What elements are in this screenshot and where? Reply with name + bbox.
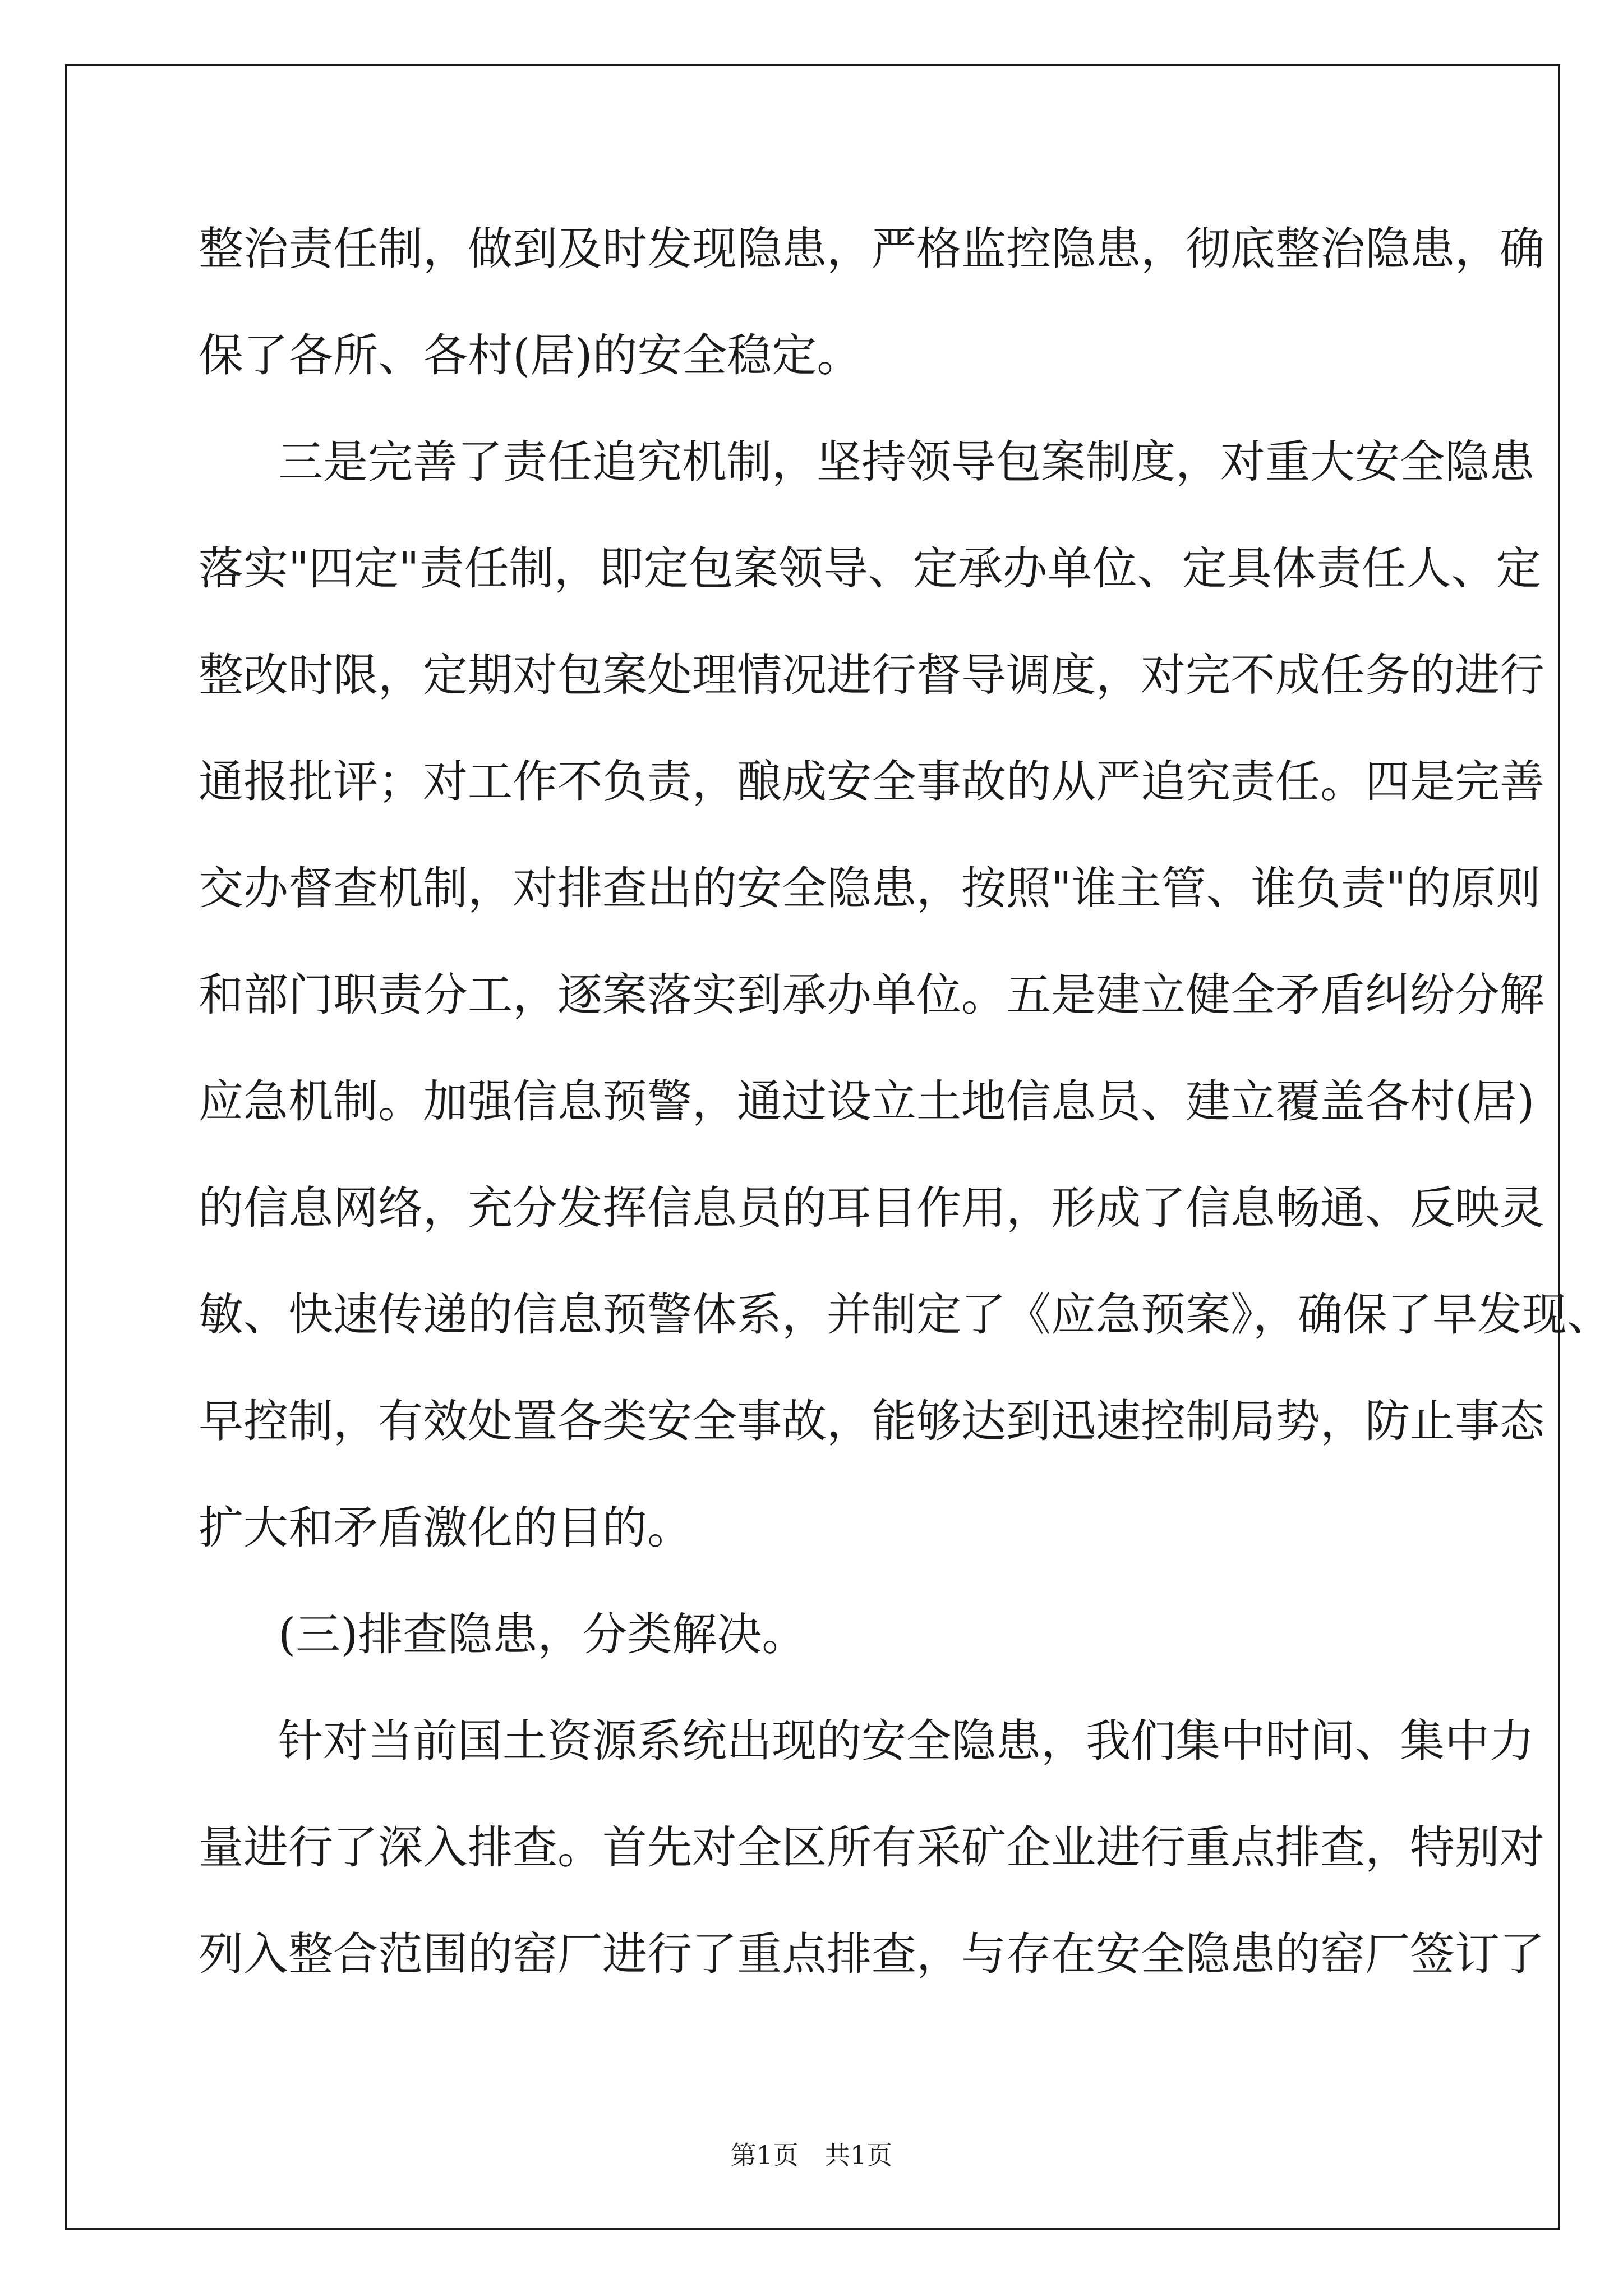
text-line: 交办督查机制，对排查出的安全隐患，按照"谁主管、谁负责"的原则 bbox=[199, 862, 1541, 914]
text-line: 针对当前国土资源系统出现的安全隐患，我们集中时间、集中力 bbox=[278, 1715, 1534, 1767]
text-line: 敏、快速传递的信息预警体系，并制定了《应急预案》，确保了早发现、 bbox=[199, 1289, 1612, 1341]
text-line: 通报批评；对工作不负责，酿成安全事故的从严追究责任。四是完善 bbox=[199, 756, 1544, 808]
text-line: 列入整合范围的窑厂进行了重点排查，与存在安全隐患的窑厂签订了 bbox=[199, 1928, 1544, 1980]
text-line: 的信息网络，充分发挥信息员的耳目作用，形成了信息畅通、反映灵 bbox=[199, 1182, 1544, 1234]
text-line: 量进行了深入排查。首先对全区所有采矿企业进行重点排查，特别对 bbox=[199, 1821, 1544, 1874]
text-line: 扩大和矛盾激化的目的。 bbox=[199, 1502, 692, 1554]
text-line: 应急机制。加强信息预警，通过设立土地信息员、建立覆盖各村(居) bbox=[199, 1075, 1535, 1128]
text-line: 早控制，有效处置各类安全事故，能够达到迅速控制局势，防止事态 bbox=[199, 1395, 1544, 1447]
text-line: 整治责任制，做到及时发现隐患，严格监控隐患，彻底整治隐患，确 bbox=[199, 223, 1544, 275]
text-line: 三是完善了责任追究机制，坚持领导包案制度，对重大安全隐患 bbox=[278, 436, 1534, 488]
page-border bbox=[65, 64, 1612, 2230]
page-number-footer: 第1页 共1页 bbox=[730, 2140, 893, 2170]
text-line: 落实"四定"责任制，即定包案领导、定承办单位、定具体责任人、定 bbox=[199, 542, 1541, 595]
text-line: 和部门职责分工，逐案落实到承办单位。五是建立健全矛盾纠纷分解 bbox=[199, 969, 1544, 1021]
text-line: 保了各所、各村(居)的安全稳定。 bbox=[199, 329, 862, 381]
text-line: 整改时限，定期对包案处理情况进行督导调度，对完不成任务的进行 bbox=[199, 649, 1544, 701]
section-heading: (三)排查隐患，分类解决。 bbox=[278, 1608, 807, 1660]
